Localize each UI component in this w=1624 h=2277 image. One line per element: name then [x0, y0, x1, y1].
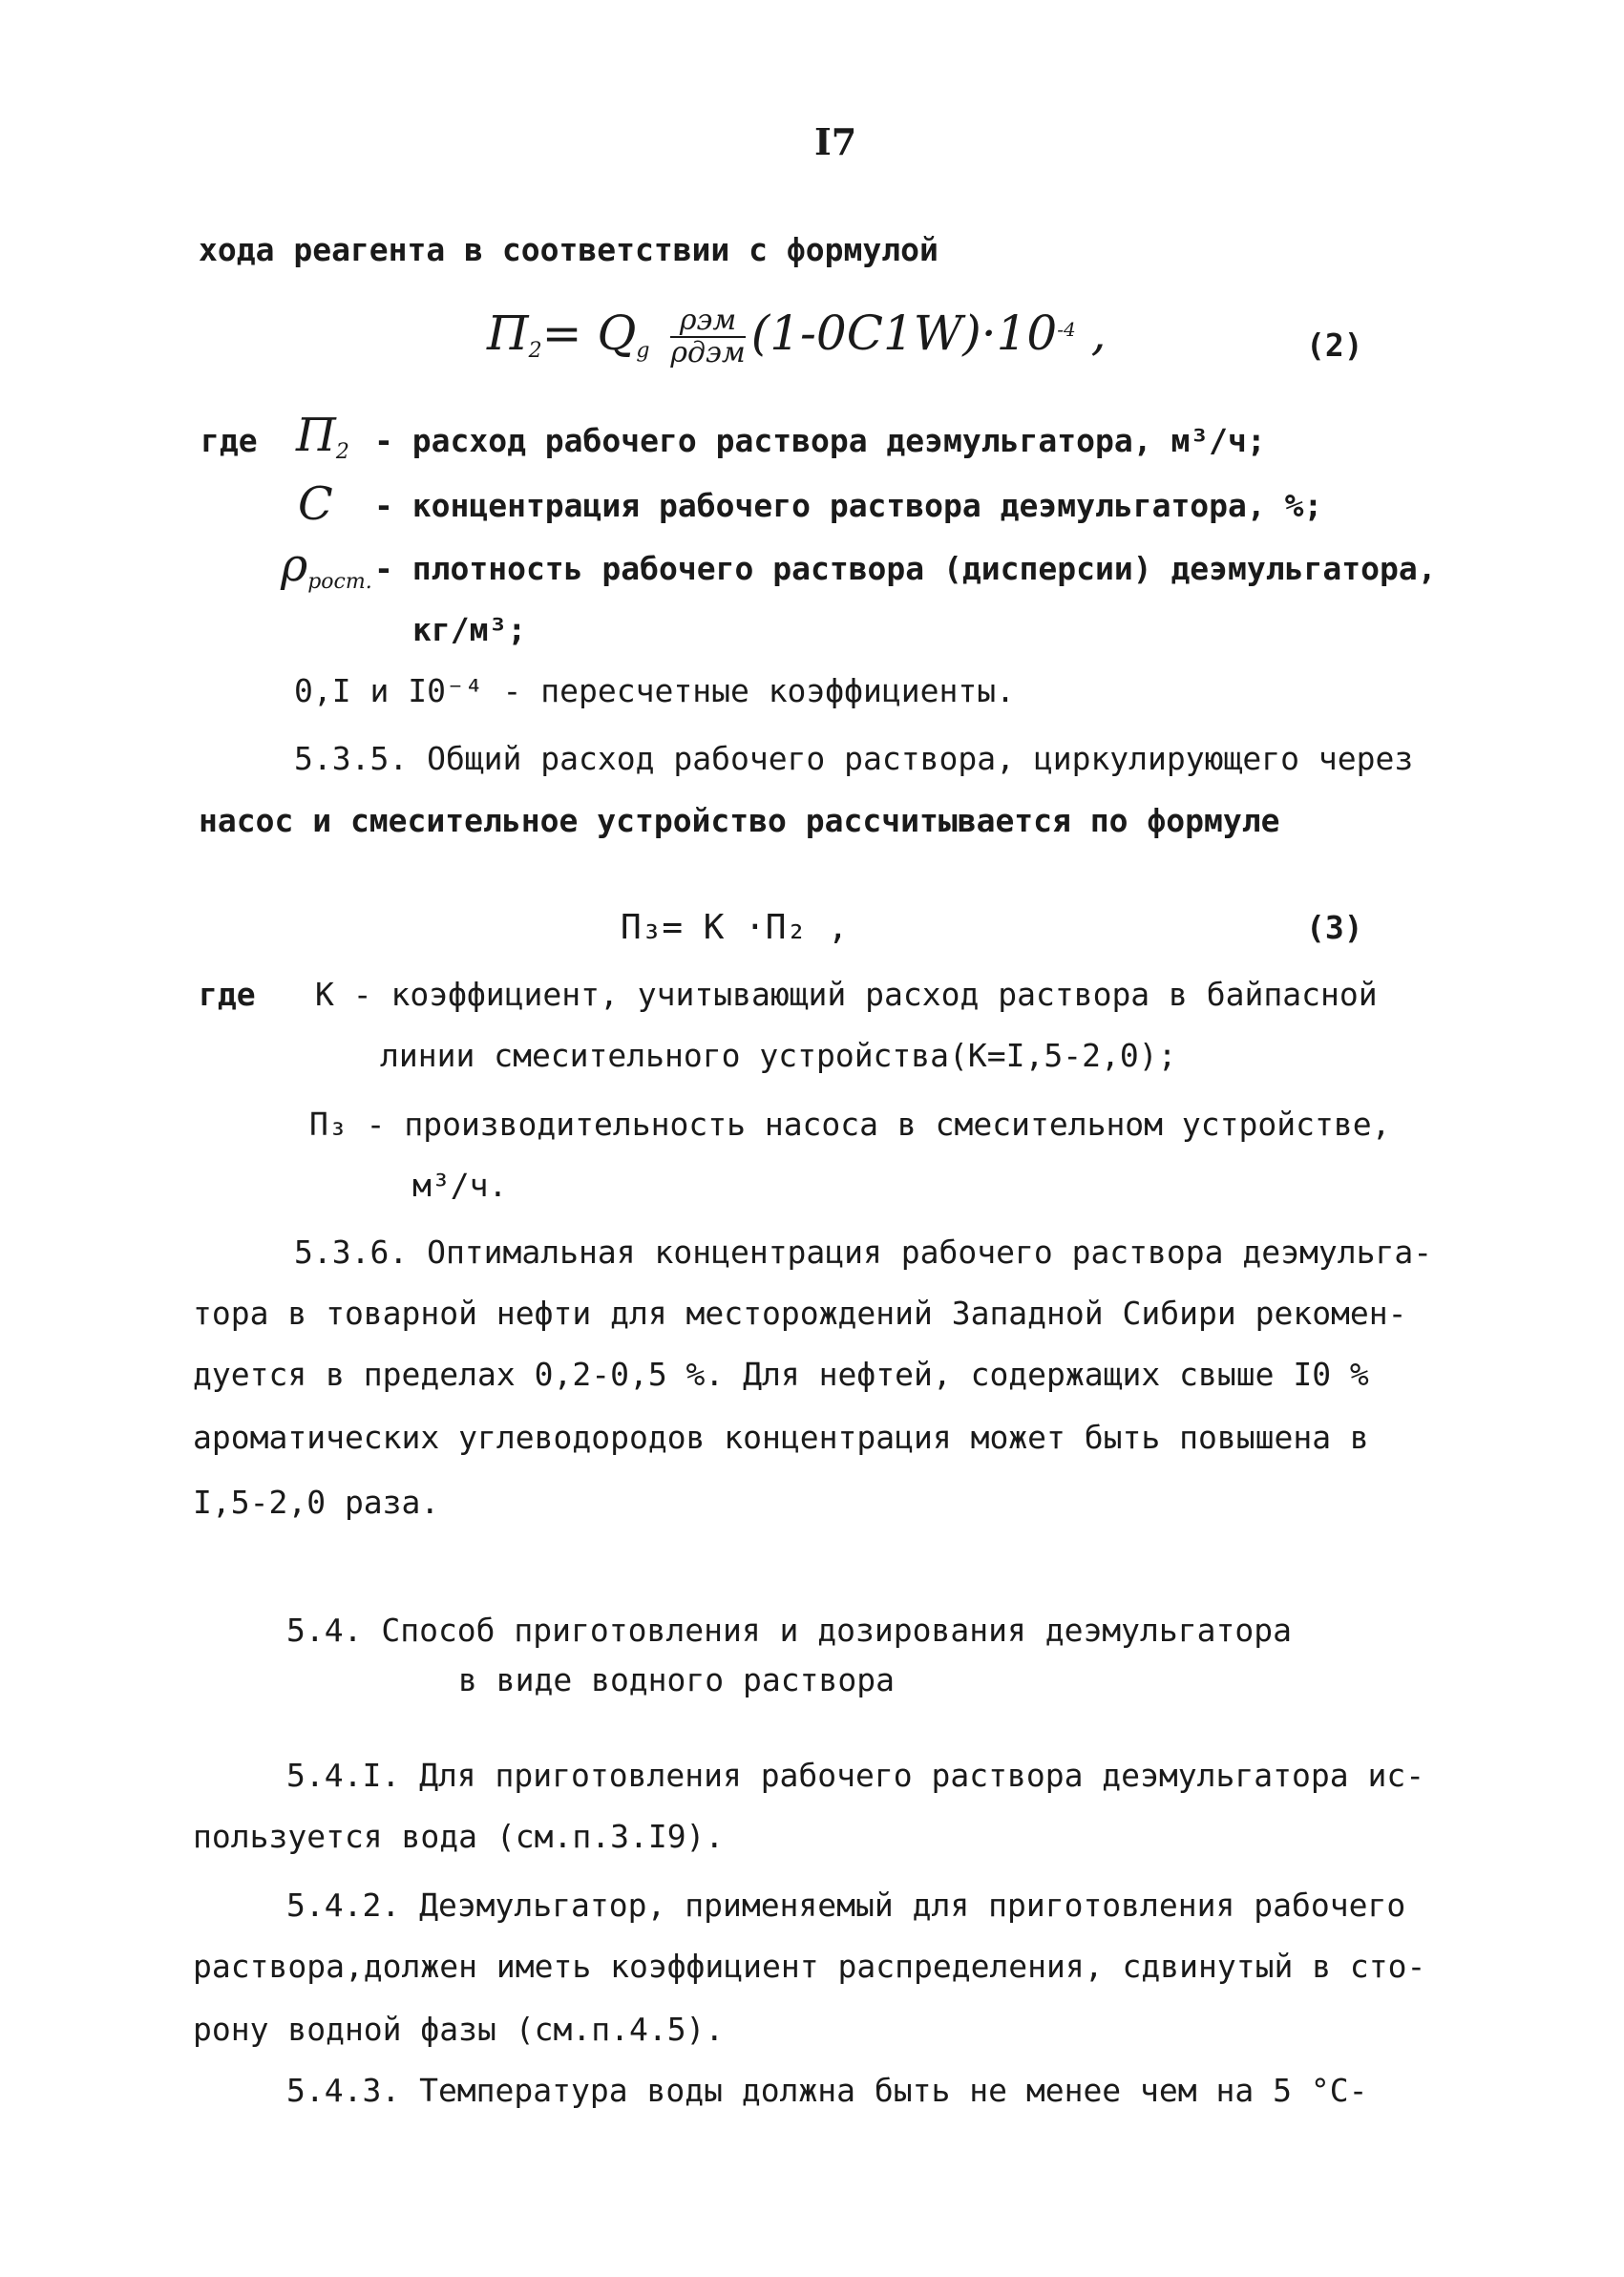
para-541-line2: пользуется вода (см.п.3.I9). [193, 1818, 725, 1855]
para-541-line1: 5.4.I. Для приготовления рабочего раствора деэмульгатора ис- [286, 1757, 1425, 1794]
formula-2-fraction [670, 306, 745, 369]
where-2-line3: П₃ - производительность насоса в смесительном устройстве, [309, 1106, 1391, 1143]
where-label-1: где [200, 422, 258, 459]
para-536-line4: ароматических углеводородов концентрация может быть повышена в [193, 1419, 1369, 1456]
formula-2-exponent: -4 [1057, 318, 1076, 341]
para-536-line3: дуется в пределах 0,2-0,5 %. Для нефтей, содержащих свыше I0 % [193, 1356, 1369, 1393]
formula-3-number: (3) [1306, 909, 1363, 946]
where-1-item-2: - плотность рабочего раствора (дисперсии) деэмульгатора, [374, 550, 1437, 587]
para-535-line1: 5.3.5. Общий расход рабочего раствора, циркулирующего через [294, 740, 1414, 777]
where-1-symbol-2: $\rho_{рост.}$ [281, 538, 372, 594]
section-54-heading-line2: в виде водного раствора [458, 1661, 895, 1698]
formula-2-lhs: П [487, 306, 529, 361]
formula-2-number: (2) [1306, 327, 1363, 364]
formula-2-numerator: ρэм [670, 306, 745, 338]
intro-line: хода реагента в соответствии с формулой [199, 231, 939, 268]
where-1-item-0: - расход рабочего раствора деэмульгатора, м³/ч; [374, 422, 1266, 459]
where-2-line2: линии смесительного устройства(К=I,5-2,0); [380, 1037, 1177, 1074]
para-536-line5: I,5-2,0 раза. [193, 1484, 440, 1521]
para-542-line1: 5.4.2. Деэмульгатор, применяемый для приготовления рабочего [286, 1887, 1406, 1924]
where-2-line4: м³/ч. [412, 1167, 508, 1204]
formula-2-eq: = Q [541, 306, 637, 361]
para-543-line1: 5.4.3. Температура воды должна быть не менее чем на 5 °С- [286, 2072, 1368, 2109]
page-number: I7 [814, 120, 857, 163]
where-1-item-1: - концентрация рабочего раствора деэмульгатора, %; [374, 487, 1323, 524]
where-1-continuation: кг/м³; [412, 611, 527, 648]
para-542-line3: рону водной фазы (см.п.4.5). [193, 2011, 725, 2048]
formula-2-q-sub: g [636, 339, 650, 363]
para-535-line2: насос и смесительное устройство рассчитывается по формуле [199, 802, 1280, 839]
formula-2-lhs-sub: 2 [528, 339, 542, 363]
formula-2-tail: (1-0C1W)·10 [750, 306, 1058, 361]
formula-2 [487, 306, 1107, 369]
where-2-line1: К - коэффициент, учитывающий расход раствора в байпасной [315, 976, 1378, 1013]
where-label-2: где [199, 976, 256, 1013]
para-536-line2: тора в товарной нефти для месторождений Западной Сибири рекомен- [193, 1295, 1407, 1332]
para-542-line2: раствора,должен иметь коэффициент распределения, сдвинутый в сто- [193, 1948, 1426, 1985]
section-54-heading-line1: 5.4. Способ приготовления и дозирования деэмульгатора [286, 1612, 1292, 1649]
para-536-line1: 5.3.6. Оптимальная концентрация рабочего раствора деэмульга- [294, 1233, 1433, 1271]
formula-2-denominator: ρдэм [670, 336, 746, 369]
formula-3: П₃= К ·П₂ , [621, 908, 849, 947]
coefficients-line: 0,I и I0⁻⁴ - пересчетные коэффициенты. [294, 672, 1015, 709]
where-1-symbol-0: $П_2$ [296, 409, 349, 464]
where-1-symbol-1: C [298, 477, 333, 531]
formula-2-comma: , [1090, 306, 1107, 361]
